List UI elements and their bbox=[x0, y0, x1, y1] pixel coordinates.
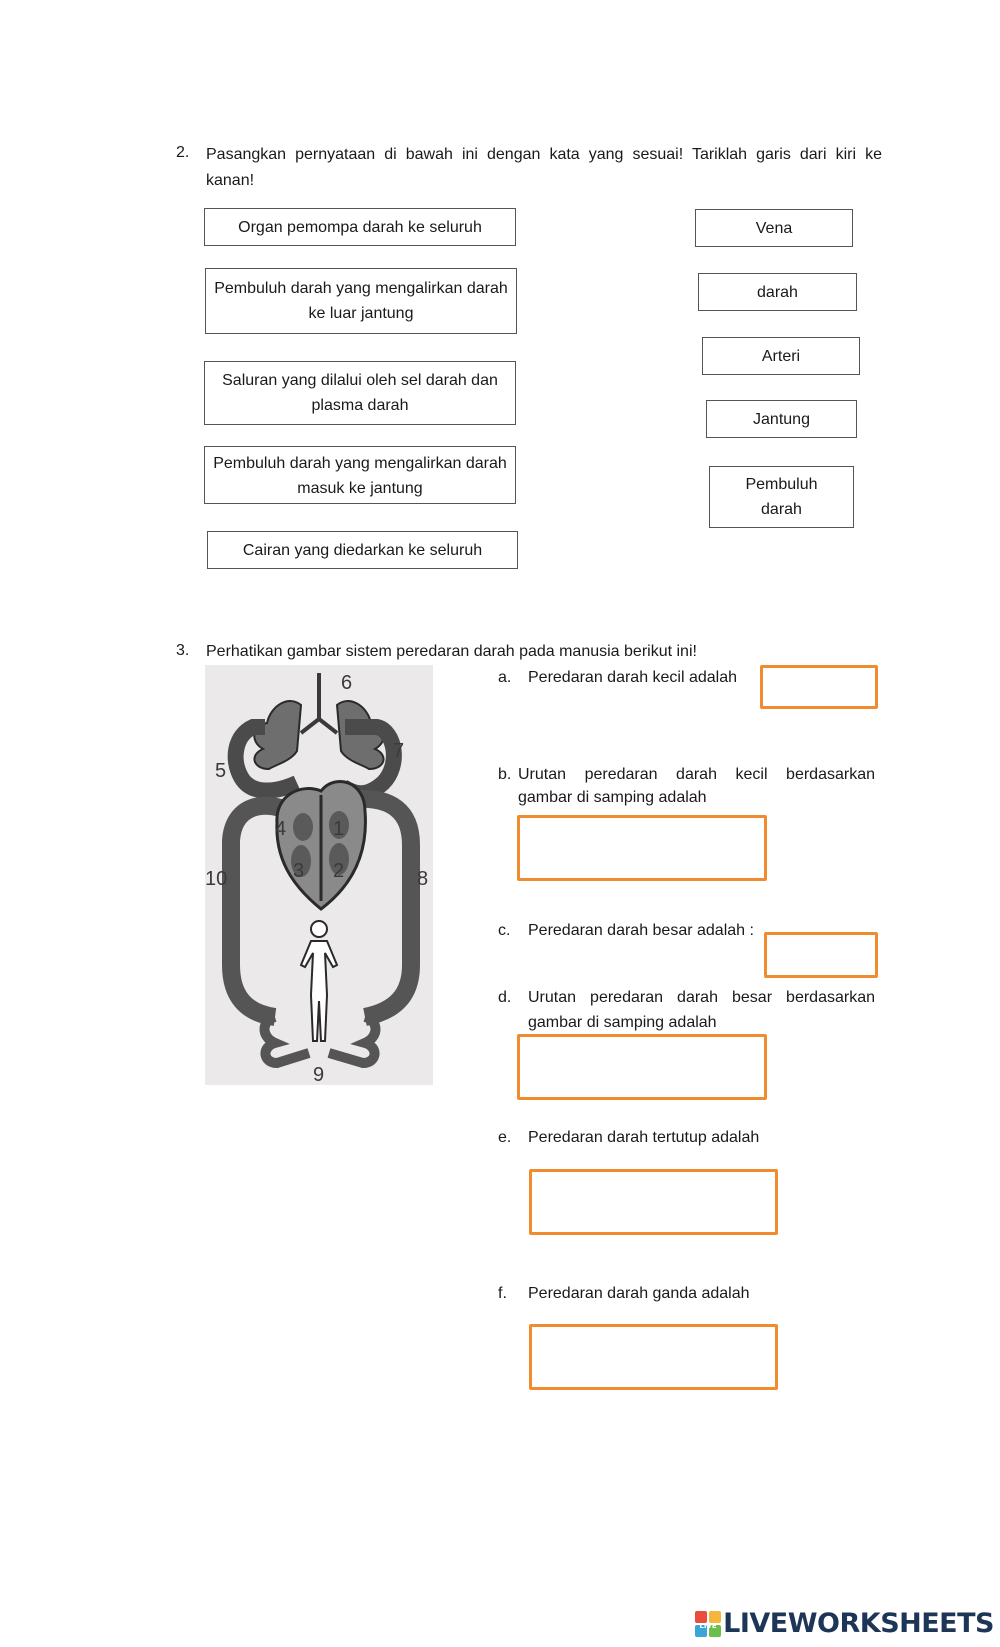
item-e-letter: e. bbox=[498, 1129, 512, 1146]
item-b-line1: Urutan peredaran darah kecil berdasarkan bbox=[518, 766, 875, 783]
statement-box-1[interactable]: Organ pemompa darah ke seluruh bbox=[204, 208, 516, 246]
diagram-label-5: 5 bbox=[215, 760, 227, 782]
liveworksheets-brand-mark-icon bbox=[695, 1611, 721, 1637]
item-c-letter: c. bbox=[498, 922, 511, 939]
item-d-letter: d. bbox=[498, 989, 512, 1006]
body-figure bbox=[301, 921, 337, 1041]
diagram-label-6: 6 bbox=[341, 672, 353, 694]
answer-box-f[interactable] bbox=[529, 1324, 778, 1390]
question-3-instruction: Perhatikan gambar sistem peredaran darah pada manusia berikut ini! bbox=[206, 643, 697, 660]
question-2-instruction-line2: kanan! bbox=[206, 172, 255, 189]
answer-box-c[interactable] bbox=[764, 932, 878, 978]
question-2-instruction-line1: Pasangkan pernyataan di bawah ini dengan kata yang sesuai! Tariklah garis dari kiri ke bbox=[206, 146, 882, 163]
answer-box-d[interactable] bbox=[517, 1034, 767, 1100]
diagram-label-2: 2 bbox=[333, 860, 345, 882]
word-box-arteri[interactable]: Arteri bbox=[702, 337, 860, 375]
left-lung bbox=[254, 701, 301, 769]
question-3-number: 3. bbox=[176, 642, 190, 659]
answer-box-a[interactable] bbox=[760, 665, 878, 709]
answer-box-e[interactable] bbox=[529, 1169, 778, 1235]
circulatory-diagram-svg bbox=[205, 665, 433, 1085]
item-f-letter: f. bbox=[498, 1285, 507, 1302]
diagram-label-10: 10 bbox=[205, 868, 228, 890]
diagram-label-3: 3 bbox=[293, 860, 305, 882]
statement-box-2[interactable]: Pembuluh darah yang mengalirkan darah ke luar jantung bbox=[205, 268, 517, 334]
trachea bbox=[301, 673, 337, 733]
question-2-number: 2. bbox=[176, 144, 190, 161]
word-box-darah[interactable]: darah bbox=[698, 273, 857, 311]
item-a-text: Peredaran darah kecil adalah bbox=[528, 669, 738, 686]
item-d-line2: gambar di samping adalah bbox=[528, 1014, 717, 1031]
statement-box-4[interactable]: Pembuluh darah yang mengalirkan darah masuk ke jantung bbox=[204, 446, 516, 504]
item-c-text: Peredaran darah besar adalah : bbox=[528, 922, 754, 939]
word-box-vena[interactable]: Vena bbox=[695, 209, 853, 247]
circulatory-system-diagram bbox=[205, 665, 433, 1085]
diagram-label-8: 8 bbox=[417, 868, 429, 890]
body-capillaries-right bbox=[329, 1017, 376, 1063]
item-b-letter: b. bbox=[498, 766, 512, 783]
answer-box-b[interactable] bbox=[517, 815, 767, 881]
body-capillaries-left bbox=[265, 1017, 310, 1063]
item-b-line2: gambar di samping adalah bbox=[518, 789, 707, 806]
item-d-line1: Urutan peredaran darah besar berdasarkan bbox=[528, 989, 875, 1006]
diagram-label-4: 4 bbox=[275, 818, 287, 840]
liveworksheets-brand: LIVEWORKSHEETS bbox=[723, 1608, 994, 1639]
item-f-text: Peredaran darah ganda adalah bbox=[528, 1285, 750, 1302]
word-box-pembuluh-darah[interactable]: Pembuluh darah bbox=[709, 466, 854, 528]
liveworksheets-logo bbox=[695, 1608, 994, 1639]
statement-box-5[interactable]: Cairan yang diedarkan ke seluruh bbox=[207, 531, 518, 569]
diagram-label-7: 7 bbox=[393, 740, 405, 762]
item-e-text: Peredaran darah tertutup adalah bbox=[528, 1129, 760, 1146]
heart-chamber-4 bbox=[293, 813, 313, 841]
word-box-jantung[interactable]: Jantung bbox=[706, 400, 857, 438]
diagram-label-1: 1 bbox=[333, 818, 345, 840]
item-a-letter: a. bbox=[498, 669, 512, 686]
brand-mark-text: LIVE bbox=[699, 1621, 717, 1630]
diagram-label-9: 9 bbox=[313, 1064, 325, 1085]
statement-box-3[interactable]: Saluran yang dilalui oleh sel darah dan plasma darah bbox=[204, 361, 516, 425]
